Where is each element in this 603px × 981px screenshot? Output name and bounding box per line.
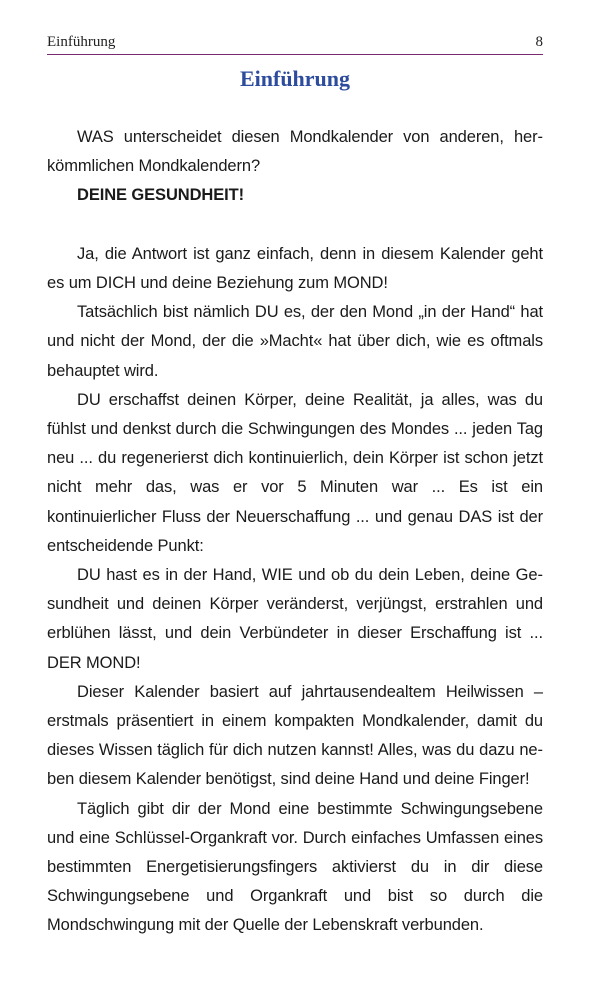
paragraph-spacer bbox=[47, 211, 543, 240]
paragraph-intro-question: WAS unterscheidet diesen Mondkalender von anderen, herkömmlichen Mondkalendern? bbox=[47, 128, 543, 176]
paragraph-your-hand: DU hast es in der Hand, WIE und ob du dein Leben, deine Gesundheit und deinen Körper veränderst, verjüngst, erstrahlen und erblühen lässt, und dein Verbündeter in dieser Erschaffung ist ... DER MOND! bbox=[47, 566, 543, 672]
paragraph-calendar-basis: Dieser Kalender basiert auf jahrtausendealtem Heilwissen – erstmals präsentiert in einem kompakten Mondkalender, damit du dieses Wissen täglich für dich nutzen kannst! Alles, was du dazu neben diesem Kalender benötigst, sind deine Hand und deine Finger! bbox=[47, 682, 543, 789]
paragraph-moon-in-hand: Tatsächlich bist nämlich DU es, der den Mond „in der Hand“ hat und nicht der Mond, der die »Macht« hat über dich, wie es oftmals behauptet wird. bbox=[47, 303, 543, 380]
paragraph-daily-practice: Täglich gibt dir der Mond eine bestimmte Schwingungsebene und eine Schlüssel-Organkraft vor. Durch einfaches Umfassen eines bestimmten Energetisierungsfingers aktivierst du in dir diese Schwingungsebene und Organkraft und bist so durch die Mondschwingung mit der Quelle der Lebenskraft verbunden. bbox=[47, 799, 543, 935]
page-number: 8 bbox=[535, 34, 543, 50]
chapter-title: Einführung bbox=[239, 66, 351, 91]
paragraph-answer: Ja, die Antwort ist ganz einfach, denn in diesem Kalender geht es um DICH und deine Beziehung zum MOND! bbox=[47, 244, 543, 292]
running-title: Einführung bbox=[47, 34, 116, 50]
paragraph-emphasis: DEINE GESUNDHEIT! bbox=[77, 186, 244, 205]
paragraph-creation: DU erschaffst deinen Körper, deine Realität, ja alles, was du fühlst und denkst durch die Schwingungen des Mondes ... jeden Tag neu ... du regenerierst dich kontinuierlich, dein Körper ist schon jetzt nicht mehr das, was er vor 5 Minuten war ... Es ist ein kontinuierlicher Fluss der Neuerschaffung ... und genau DAS ist der entscheidende Punkt: bbox=[47, 390, 543, 555]
body-text bbox=[47, 123, 543, 941]
running-header bbox=[47, 32, 543, 55]
